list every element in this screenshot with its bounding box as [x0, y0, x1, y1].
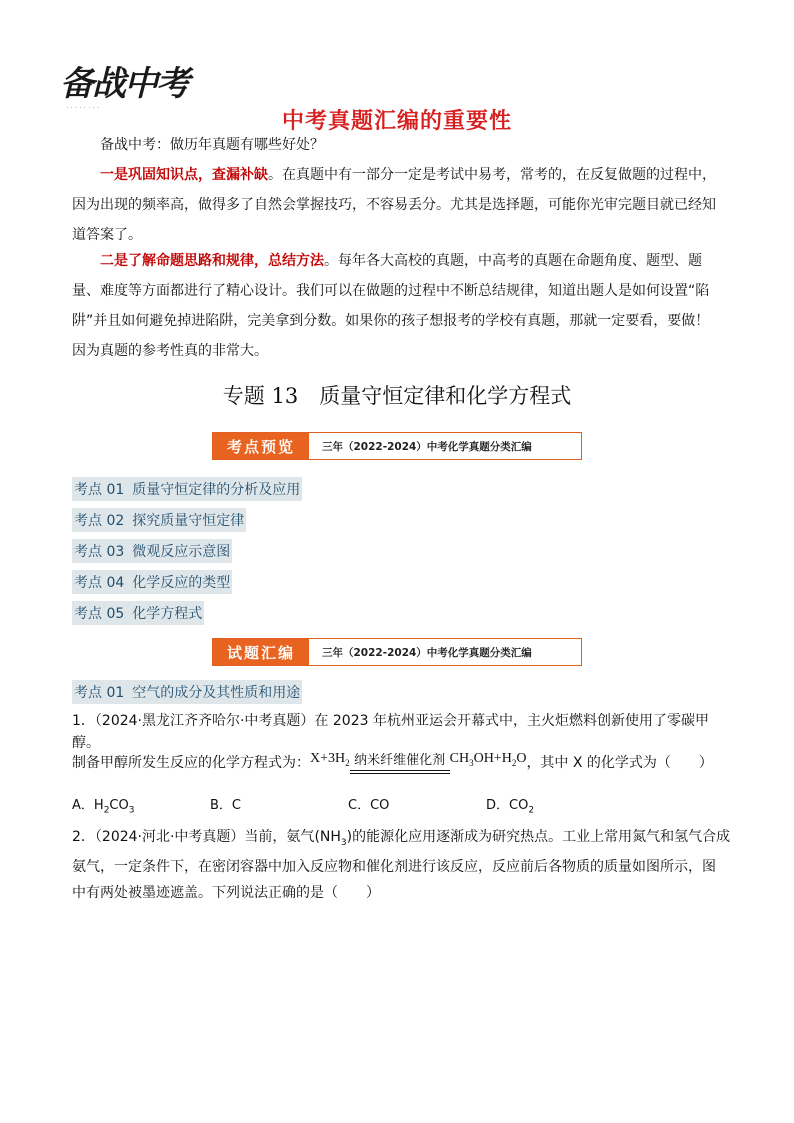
intro-question: 备战中考：做历年真题有哪些好处？ [100, 137, 324, 153]
question-1-line1: 1．（2024·黑龙江齐齐哈尔·中考真题）在 2023 年杭州亚运会开幕式中，主火炬燃料创新使用了零碳甲醇。 [72, 713, 709, 751]
point-2-bold: 二是了解命题思路和规律，总结方法 [100, 253, 324, 269]
banner-questions-text: 三年（2022-2024）中考化学真题分类汇编 [322, 646, 532, 659]
option-d[interactable]: D．$CO_2$ [486, 798, 535, 816]
banner-preview [212, 432, 582, 460]
option-c[interactable]: C．CO [348, 798, 390, 813]
reaction-arrow [350, 753, 450, 774]
equals-sign [350, 770, 450, 774]
question-1-equation-line: 制备甲醇所发生反应的化学方程式为： $X+3H_2$ 纳米纤维催化剂 $CH_3OH+H_2O$ ，其中 X 的化学式为（ ） [72, 738, 732, 774]
question-2-line2: 氨气，一定条件下，在密闭容器中加入反应物和催化剂进行该反应，反应前后各物质的质量如图所示，图 [72, 859, 716, 875]
reactants: $X+3H_2$ [310, 751, 350, 768]
point-2-text: 。每年各大高校的真题，中高考的真题在命题角度、题型、题量、难度等方面都进行了精心设计。我们可以在做题的过程中不断总结规律，知道出题人是如何设置“陷阱”并且如何避免掉进陷阱，完美拿到分数。如果你的孩子想报考的学校有真题，那就一定要看，要做！因为真题的参考性真的非常大。 [72, 253, 710, 359]
catalyst-label: 纳米纤维催化剂 [354, 753, 446, 768]
banner-preview-tag: 考点预览 [213, 433, 312, 459]
kaodian-item[interactable]: 考点 01 质量守恒定律的分析及应用 [72, 477, 302, 501]
products: $CH_3OH+H_2O$ [449, 751, 527, 768]
main-title: 中考真题汇编的重要性 [281, 109, 512, 134]
banner-preview-text: 三年（2022-2024）中考化学真题分类汇编 [322, 440, 532, 453]
option-a[interactable]: A．$H_2CO_3$ [72, 798, 135, 816]
kaodian-item[interactable]: 考点 02 探究质量守恒定律 [72, 508, 246, 532]
banner-questions [212, 638, 582, 666]
question-2-line3: 中有两处被墨迹遮盖。下列说法正确的是（ ） [72, 885, 380, 901]
logo-text: 备战中考 [60, 64, 188, 104]
question-1-options [72, 794, 732, 816]
logo-subtext-decoration: · · · · · · · · [66, 104, 100, 112]
point-1-bold: 一是巩固知识点，查漏补缺 [100, 167, 268, 183]
question-2-line1: 2．（2024·河北·中考真题）当前，氨气$(NH_3)$的能源化应用逐渐成为研究热点。工业上常用氮气和氢气合成 [72, 829, 731, 848]
kaodian-item[interactable]: 考点 04 化学反应的类型 [72, 570, 232, 594]
point-1-text: 。在真题中有一部分一定是考试中易考，常考的，在反复做题的过程中，因为出现的频率高，做得多了自然会掌握技巧，不容易丢分。尤其是选择题，可能你光审完题目就已经知道答案了。 [72, 167, 716, 243]
kaodian-item[interactable]: 考点 03 微观反应示意图 [72, 539, 232, 563]
topic-title: 专题 13 质量守恒定律和化学方程式 [222, 384, 572, 408]
kaodian-item[interactable]: 考点 05 化学方程式 [72, 601, 204, 625]
banner-questions-tag: 试题汇编 [213, 639, 312, 665]
option-b[interactable]: B．C [210, 798, 241, 813]
point-1-paragraph [72, 160, 722, 250]
point-2-paragraph [72, 246, 722, 366]
section-kaodian-heading: 考点 01 空气的成分及其性质和用途 [72, 680, 302, 704]
